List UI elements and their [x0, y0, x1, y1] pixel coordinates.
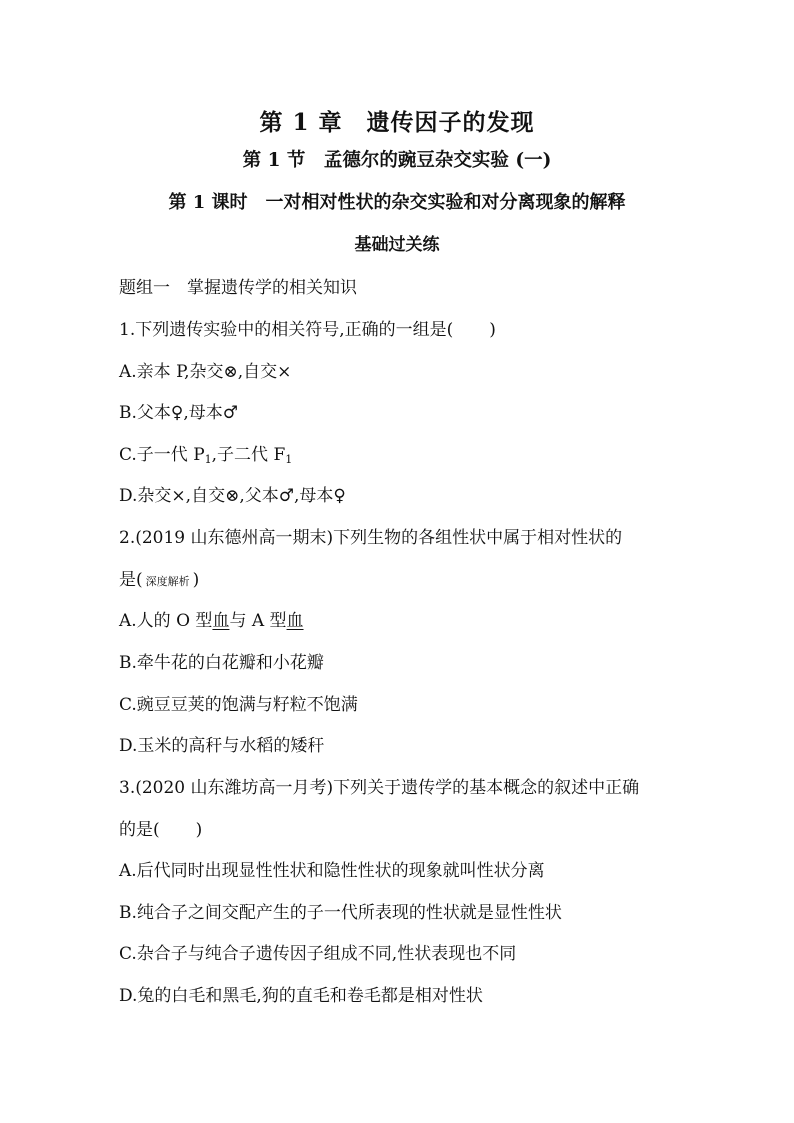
- q2-stem-post: ): [192, 570, 200, 590]
- q3-option-b: B.纯合子之间交配产生的子一代所表现的性状就是显性性状: [119, 903, 562, 923]
- q2-option-b: B.牵牛花的白花瓣和小花瓣: [119, 653, 324, 673]
- q3-option-a: A.后代同时出现显性性状和隐性性状的现象就叫性状分离: [119, 861, 545, 881]
- q1-stem: [119, 315, 496, 340]
- q2-a-pre: A.人的 O 型: [119, 611, 213, 631]
- q2-option-d: D.玉米的高秆与水稻的矮秆: [119, 736, 325, 756]
- q1-c-pre: C.子一代 P: [119, 445, 205, 465]
- q1-c-mid: ,子二代 F: [211, 445, 286, 465]
- q1-c-sub2: 1: [285, 453, 293, 466]
- q1-option-a: A.亲本 P,杂交⊗,自交×: [119, 362, 292, 382]
- q1-option-d: D.杂交×,自交⊗,父本♂,母本♀: [119, 486, 346, 506]
- q2-stem-pre: 是(: [119, 570, 143, 590]
- q3-option-d: D.兔的白毛和黑毛,狗的直毛和卷毛都是相对性状: [119, 986, 483, 1006]
- q2-a-mid: 与 A 型: [229, 611, 287, 631]
- q1-option-c: [119, 440, 292, 466]
- chapter-title: 第 1 章 遗传因子的发现: [259, 109, 535, 136]
- q1-stem-text: 1.下列遗传实验中的相关符号,正确的一组是(: [119, 320, 454, 340]
- practice-title: 基础过关练: [354, 235, 440, 255]
- q3-stem-line2: [119, 815, 202, 840]
- section-title: 第 1 节 孟德尔的豌豆杂交实验 (一): [242, 150, 552, 171]
- q3-option-c: C.杂合子与纯合子遗传因子组成不同,性状表现也不同: [119, 944, 517, 964]
- q2-option-a: [119, 606, 304, 631]
- deep-analysis-tag: 深度解析: [145, 575, 190, 588]
- q1-option-b: B.父本♀,母本♂: [119, 403, 238, 423]
- lesson-title: 第 1 课时 一对相对性状的杂交实验和对分离现象的解释: [168, 192, 626, 213]
- q2-option-c: C.豌豆豆荚的饱满与籽粒不饱满: [119, 695, 358, 715]
- q3-stem-close: ): [195, 820, 203, 840]
- q3-stem-line1: 3.(2020 山东潍坊高一月考)下列关于遗传学的基本概念的叙述中正确: [119, 778, 640, 798]
- group-title: 题组一 掌握遗传学的相关知识: [119, 278, 357, 298]
- q2-a-underlined-2: 血: [286, 611, 304, 631]
- q1-c-sub1: 1: [204, 453, 212, 466]
- q2-stem-line2: [119, 565, 199, 590]
- q1-stem-close: ): [489, 320, 496, 340]
- q2-a-underlined-1: 血: [212, 611, 230, 631]
- q3-stem-text: 的是(: [119, 820, 160, 840]
- q2-stem-line1: 2.(2019 山东德州高一期末)下列生物的各组性状中属于相对性状的: [119, 528, 623, 548]
